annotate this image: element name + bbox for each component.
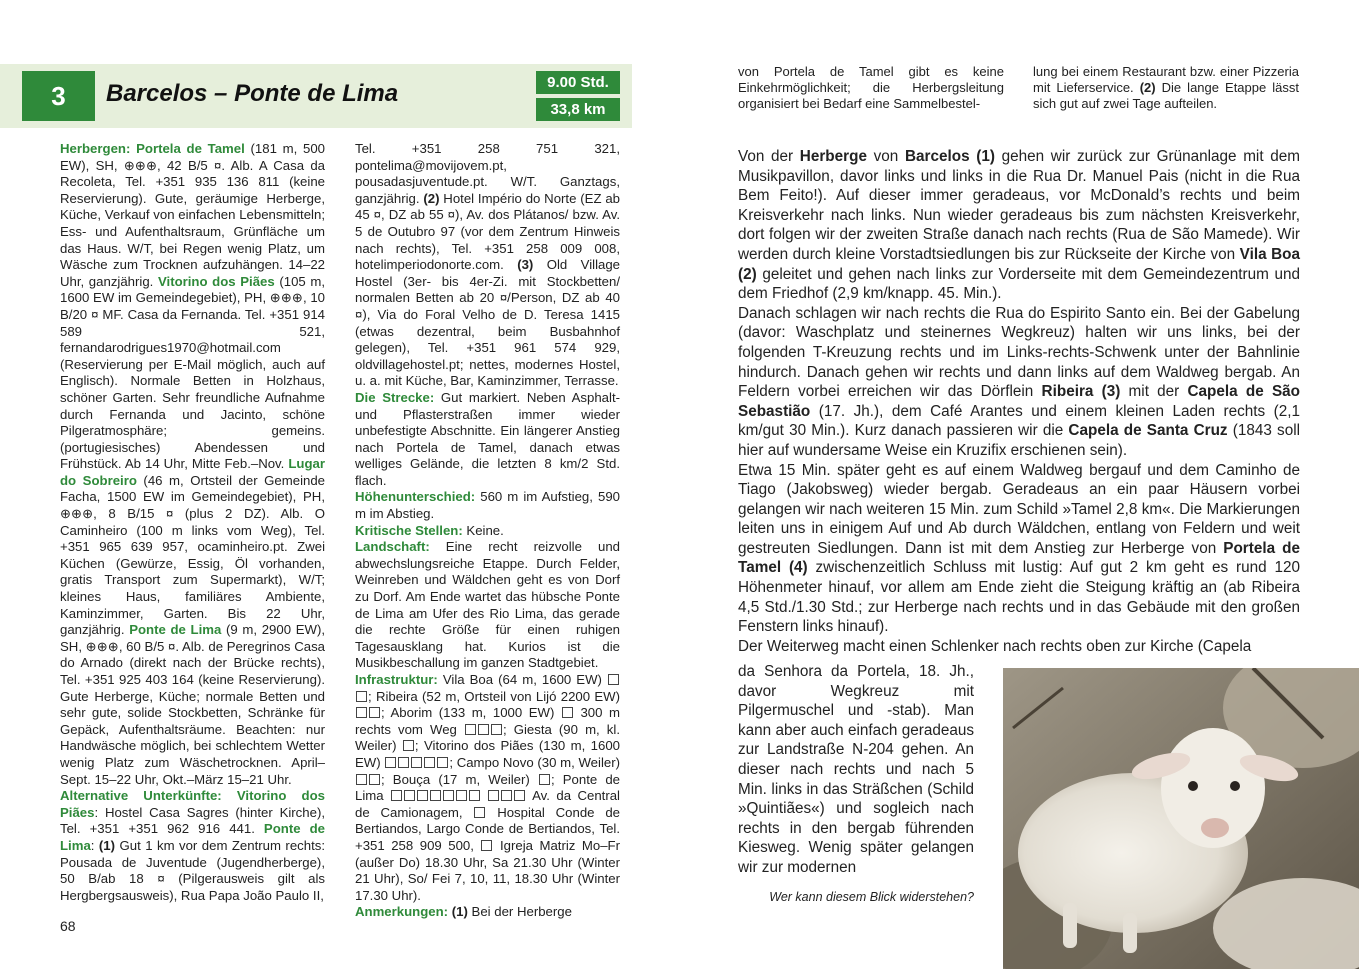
kritisch-text: Keine. [462, 522, 504, 538]
infra-text-4: 300 m rechts vom Weg [355, 705, 620, 737]
strecke-label: Die Strecke: [355, 389, 435, 405]
hostel-sobreiro-text: (46 m, Ortsteil der Gemeinde Facha, 1500 EW im Gemeindegebiet), PH, ⊕⊕⊕, 8 B/15 ¤ (plus 2 DZ). Alb. O Caminheiro (100 m links vom Weg), Tel. +351 965 639 957, ocaminheiro.pt. Zwei Küchen (Gewürze, Essig, Öl vorhanden, gratis Transport zum Supermarkt), W/T; kleines Haus, familiäres Ambiente, Kaminzimmer, Garten. Bis 22 Uhr, ganzjährig. [60, 472, 326, 638]
alt-num-1: (1) [98, 837, 116, 853]
landschaft-text: Eine recht reizvolle und abwechslungsreiche Etappe. Durch Felder, Weinreben und Wäldchen geht es von Dorf zu Dorf. Am Ende wartet das hübsche Ponte de Lima am Ufer des Rio Lima, das gerade die rechte Größe für einen ruhigen Tagesausklang hat. Kurios ist die Musikbeschallung im ganzen Stadtgebiet. [355, 539, 620, 671]
hoehe-label: Höhenunterschied: [355, 489, 476, 505]
duration-badge: 9.00 Std. [536, 71, 620, 94]
bar-icon [356, 707, 367, 718]
lamb-photo [1003, 668, 1359, 969]
atm-icon [456, 790, 467, 801]
hostel-ponte: Ponte de Lima [129, 622, 222, 638]
bar-icon [562, 707, 573, 718]
shop-icon [356, 691, 367, 702]
hostel-vitorino-text: (105 m, 1600 EW im Gemeindegebiet), PH, ⊕⊕⊕, 10 B/20 ¤ MF. Casa da Fernanda. Tel. +351 914 589 521, fernandarodrigues1970@hotmail.com (Reservierung per E-Mail möglich, auch auf Englisch). Normale Betten in Holzhaus, schöner Garten. Sehr freundliche Aufnahme durch Fernanda und Jacinto, schöne Pilgeratmosphäre; gemeins. (portugiesisches) Abendessen und Frühstück. Ab 14 Uhr, Mitte Feb.–Nov. [60, 273, 326, 472]
photo-caption: Wer kann diesem Blick widerstehen? [769, 890, 974, 904]
hospital-icon [474, 807, 485, 818]
infra-text-1: Vila Boa (64 m, 1600 EW) [437, 672, 602, 687]
p3-c: zwischenzeitlich Schluss mit lustig: Auf gut 2 km geht es rund 120 Höhenmeter hinauf, vor allem am Ende zieht die Steigung kräftig an (ab Ribeira 4,5 Std./1.30 Std.; zur Herberge nach rechts und in das Gebäude mit den großen Fenstern links hinauf). [738, 559, 1300, 636]
notes-col2-text-b: Die lange Etappe lässt sich gut auf zwei Tage aufteilen. [1033, 80, 1299, 112]
mid-num-3: (3) [517, 257, 534, 273]
mid-text-3: Old Village Hostel (3er- bis 4er-Zi. mit Stockbetten/ normalen Betten ab 20 ¤/Person, DZ ab 40 ¤), Via do Foral Velho de D. Teresa 1415 (etwas dezentral, beim Busbahnhof gelegen), Tel. +351 961 574 929, oldvillagehostel.pt; nettes, modernes Hostel, u. a. mit Küche, Bar, Kaminzimmer, Terrasse. [355, 257, 620, 389]
hostel-sobreiro: Lugar do Sobreiro [60, 456, 325, 488]
restaurant-icon [539, 774, 550, 785]
p2-capela-sebastiao: Capela de São Sebastião [738, 383, 1301, 420]
p2-e: (17. Jh.), dem Café Arantes und einem kleinen Laden rechts (2,1 km/gut 30 Min.). Kurz danach passieren wir die [738, 402, 1300, 440]
p1-g: geleitet und gehen nach links zur Vorderseite mit dem Gemeindezentrum und dem Friedhof (2,9 km/knapp. 45. Min.). [738, 265, 1300, 303]
mid-text-2: Hotel Império do Norte (EZ ab 45 ¤, DZ ab 55 ¤), Av. dos Plátanos/ bzw. Av. 5 de Outubro 97 (vor dem Zentrum Hinweis nach rechts), Tel. +351 258 009 008, hotelimperiodonorte.com. [355, 190, 620, 273]
bar-icon [465, 724, 476, 735]
post-icon [424, 757, 435, 768]
pharmacy-icon [437, 757, 448, 768]
route-description-continued: da Senhora da Portela, 18. Jh., davor Wegkreuz mit Pilgermuschel und -stab). Man kann aber auch einfach geradeaus zur Landstraße N-204 gehen. An dieser nach rechts und nach 5 Min. links in das Sträßchen (Schild »Quintiães«) und sogleich nach rechts in den bergab führenden Kiesweg. Wenig später gelangen wir zur modernen [738, 663, 974, 876]
stage-number: 3 [22, 71, 95, 121]
page-number: 68 [60, 918, 76, 934]
infra-text-12: Igreja Matriz Mo–Fr (außer Do) 18.30 Uhr, Sa 21.30 Uhr (Winter 21 Uhr), So/ Fei 7, 10, 11, 18.30 Uhr (Winter 17.30 Uhr). [355, 837, 621, 903]
lamb-eye [1230, 781, 1240, 791]
p1-vila-boa: Vila Boa (2) [738, 245, 1300, 283]
bus-icon [514, 790, 525, 801]
hostel-vitorino: Vitorino dos Piães [157, 273, 275, 289]
p2-ribeira: Ribeira (3) [1041, 383, 1121, 401]
alt-vitorino: Vitorino dos Piães [60, 788, 326, 820]
infra-text-7: ; Campo Novo (30 m, Weiler) [449, 754, 620, 770]
anmerkungen-num: (1) [451, 904, 468, 920]
infra-text-5: ; Giesta (90 m, kl. Weiler) [355, 721, 620, 754]
infra-text-3: ; Aborim (133 m, 1000 EW) [381, 705, 555, 721]
infra-text-9: ; Ponte de Lima [355, 771, 621, 804]
p2-g: (1843 soll hier auf wundersame Weise ein Kruzifix erschienen sein). [738, 422, 1301, 459]
alt-ponte-text: Gut 1 km vor dem Zentrum rechts: Pousada de Juventude (Jugendherberge), 50 B/ab 18 ¤ (Pilgerausweis gilt als Hergbergsausweis), Rua Papa João Paulo II, [60, 837, 326, 903]
p1-a: Von der [738, 148, 800, 165]
p4-text: Der Weiterweg macht einen Schlenker nach rechts oben zur Kirche (Capela [738, 637, 1252, 655]
landschaft-label: Landschaft: [355, 539, 430, 555]
hostel-portela: Portela de Tamel [136, 141, 245, 156]
stage-title: Barcelos – Ponte de Lima [106, 80, 399, 107]
notes-col1-text: von Portela de Tamel gibt es keine Einkehrmöglichkeit; die Herbergsleitung organisiert bei Bedarf eine Sammelbestel- [738, 64, 1004, 112]
church-mass-icon [481, 840, 492, 851]
lamb-eye [1188, 781, 1198, 791]
route-description [738, 147, 1300, 656]
restaurant-icon [411, 757, 422, 768]
restaurant-icon [369, 707, 380, 718]
bar-icon [398, 757, 409, 768]
p3-a: Etwa 15 Min. später geht es auf einem Waldweg bergauf und dem Caminho de Tiago (Jakobsweg) wieder bergab. Geradeaus an ein paar Häusern vorbei gelangen wir nach weiteren 15 Min. zum Schild »Tamel 2,8 km«. Die Markierungen leiten uns in einigem Auf und Ab durch Wäldchen, entlang von Feldern und weit gestreuten Siedlungen. Dann ist mit dem Anstieg zur Herberge von [738, 461, 1300, 557]
cup-icon [430, 790, 441, 801]
notes-continued-col1 [738, 64, 1004, 113]
anmerkungen-label: Anmerkungen: [355, 904, 449, 920]
alt-ponte-colon: : [90, 837, 99, 853]
p2-c: mit der [1120, 383, 1188, 401]
p1-herberge: Herberge [799, 148, 867, 165]
bar-icon [608, 674, 619, 685]
info-column-middle [355, 141, 620, 921]
alt-label: Alternative Unterkünfte: [60, 788, 222, 804]
alt-vitorino-text: : Hostel Casa Sagres (hinter Kirche), Tel. +351 +351 962 916 441. [60, 804, 325, 837]
shop-icon [385, 757, 396, 768]
notes-continued-col2 [1033, 64, 1299, 113]
post-icon [469, 790, 480, 801]
kritisch-label: Kritische Stellen: [355, 522, 463, 538]
infra-text-8: ; Bouça (17 m, Weiler) [381, 771, 530, 787]
p1-barcelos: Barcelos (1) [904, 148, 995, 165]
p2-capela-santa-cruz: Capela de Santa Cruz [1068, 422, 1228, 440]
notes-col2-num: (2) [1139, 80, 1156, 96]
bar-icon [356, 774, 367, 785]
hostel-portela-text: (181 m, 500 EW), SH, ⊕⊕⊕, 42 B/5 ¤. Alb. A Casa da Recoleta, Tel. +351 935 136 811 (keine Reservierung). Gute, geräumige Herberge, Küche, Verkauf von einfachen Lebensmitteln; Ess- und Aufenthaltsraum, Grünfläche um das Haus. W/T, bei Regen wenig Platz, um Wäsche zum Trocknen aufzuhängen. 14–22 Uhr, ganzjährig. [60, 141, 325, 289]
p1-e: gehen wir zurück zur Grünanlage mit dem Musikpavillon, davor links und links in die Rua Dr. Manuel Pais (nicht in die Rua Bem Feito!). Auf dieser immer geradeaus, vor McDonald’s rechts und beim Kreisverkehr nach links. Nun wieder geradeaus bis zum nächsten Kreisverkehr, dort folgen wir der zweiten Straße danach nach rechts (Rua de São Mamede). Wir werden durch kleine Vorstadtsiedlungen bis zur Rückseite der Kirche von [738, 148, 1300, 263]
infra-text-10: Av. da Central de Camionagem, [355, 788, 620, 820]
info-column-left [60, 141, 325, 904]
infra-text-11: Hospital Conde de Bertiandos, Largo Conde de Bertiandos, Tel. +351 258 909 500, [355, 804, 620, 853]
bar-icon [403, 740, 414, 751]
infra-label: Infrastruktur: [355, 672, 438, 687]
bar-icon [404, 790, 415, 801]
lamb-nose [1201, 818, 1229, 838]
p3-portela: Portela de Tamel (4) [738, 539, 1300, 577]
pharmacy-icon [488, 790, 499, 801]
mid-num-2: (2) [423, 190, 440, 206]
infra-text-6: ; Vitorino dos Piães (130 m, 1600 EW) [355, 738, 620, 770]
lamb-leg [1063, 903, 1077, 948]
shop-icon [391, 790, 402, 801]
mid-text-1: Tel. +351 258 751 321, pontelima@movijovem.pt, pousadasjuventude.pt. W/T. Ganztags, ganzjährig. [355, 141, 620, 206]
restaurant-icon [478, 724, 489, 735]
p1-c: von [866, 148, 905, 165]
lamb-leg [1123, 913, 1137, 953]
infra-text-2: ; Ribeira (52 m, Ortsteil von Lijó 2200 EW) [368, 688, 620, 704]
anmerkungen-text: Bei der Herberge [467, 904, 572, 920]
distance-badge: 33,8 km [536, 98, 620, 121]
hostel-ponte-text: (9 m, 2900 EW), SH, ⊕⊕⊕, 60 B/5 ¤. Alb. de Peregrinos Casa do Arnado (direkt nach der Brücke rechts), Tel. +351 925 403 164 (keine Reservierung). Gute Herberge, Küche; normale Betten und sehr gute, solide Stockbetten, Schränke für Gepäck, Aufenthaltsräume. Beachten: nur Handwäsche möglich, bei schlechtem Wetter wenig Platz zum Wäschetrocknen. April–Sept. 15–22 Uhr, Okt.–März 15–21 Uhr. [60, 622, 325, 787]
a-icon [369, 774, 380, 785]
strecke-text: Gut markiert. Neben Asphalt- und Pflasterstraßen immer wieder unbefestigte Abschnitte. Ein längerer Anstieg nach Portela de Tamel, danach etwas welliges Gelände, die letzten 8 km/2 Std. flach. [355, 389, 620, 488]
notes-col2-text-a: lung bei einem Restaurant bzw. einer Pizzeria mit Lieferservice. [1033, 64, 1299, 96]
alt-ponte: Ponte de Lima [60, 821, 325, 853]
herbergen-label: Herbergen: [60, 141, 131, 156]
info-icon [443, 790, 454, 801]
atm-icon [491, 724, 502, 735]
train-icon [501, 790, 512, 801]
church-icon [417, 790, 428, 801]
p2-a: Danach schlagen wir nach rechts die Rua do Espirito Santo ein. Bei der Gabelung (davor: Waschplatz und steinernes Wegkreuz) halten wir uns links, bei der folgenden T-Kreuzung rechts und im Links-rechts-Schwenk unter der Bahnlinie hindurch. Danach gehen wir rechts und dann links auf dem Waldweg bergab. An Feldern vorbei erreichen wir das Dörflein [738, 304, 1300, 401]
hoehe-text: 560 m im Aufstieg, 590 m im Abstieg. [355, 489, 620, 522]
